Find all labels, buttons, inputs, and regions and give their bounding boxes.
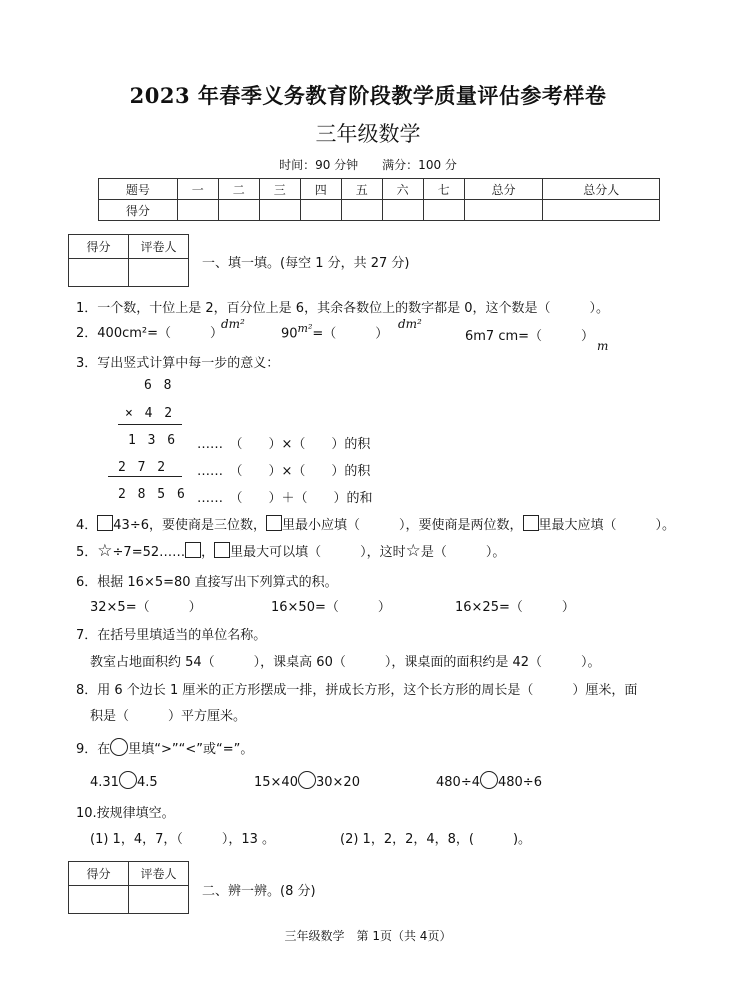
q5-part3: 里最大可以填（ ），这时 xyxy=(230,545,406,560)
q4-part1: 43÷6，要使商是三位数， xyxy=(113,518,266,533)
question-2a: 2．400cm²=（ ） xyxy=(76,326,223,341)
calc-line-1: 6 8 xyxy=(144,378,174,393)
grader-score-label: 得分 xyxy=(69,862,129,886)
score-entry-cell[interactable] xyxy=(543,200,660,221)
blank-box-icon xyxy=(97,515,113,531)
q10-a: (1) 1，4，7，（ ），13 。 xyxy=(90,832,276,847)
star-icon: ☆ xyxy=(405,541,421,561)
star-icon: ☆ xyxy=(97,541,113,561)
q4-part3: 里最大应填（ ）。 xyxy=(538,518,676,533)
grader-name-entry[interactable] xyxy=(129,259,189,287)
calc-desc-3: …… （ ）×（ ）的积 xyxy=(197,437,371,452)
score-table xyxy=(98,178,660,221)
calc-rule-1 xyxy=(118,424,182,425)
section1-title: 一、填一填。(每空 1 分，共 27 分) xyxy=(202,256,410,271)
blank-box-icon xyxy=(523,515,539,531)
calc-line-4: 2 7 2 xyxy=(118,460,168,475)
score-cell: 四 xyxy=(300,179,341,200)
question-8-line-2: 积是（ ）平方厘米。 xyxy=(90,709,247,724)
calc-line-3: 1 3 6 xyxy=(128,433,178,448)
question-2b-unit: dm² xyxy=(398,317,422,331)
score-cell: 六 xyxy=(382,179,423,200)
calc-line-2: × 4 2 xyxy=(125,406,175,421)
page-subtitle: 三年级数学 xyxy=(315,122,421,146)
question-2b-num: 90 xyxy=(281,326,298,342)
blank-circle-icon[interactable] xyxy=(480,771,498,789)
score-cell: 七 xyxy=(423,179,464,200)
grader-box-section1 xyxy=(68,234,189,287)
score-cell: 五 xyxy=(341,179,382,200)
q9-part2: 里填“>”“<”或“=”。 xyxy=(128,742,254,757)
blank-circle-icon xyxy=(110,738,128,756)
question-1: 1．一个数，十位上是 2，百分位上是 6，其余各数位上的数字都是 0，这个数是（ ）。 xyxy=(76,301,609,316)
question-6: 6．根据 16×5=80 直接写出下列算式的积。 xyxy=(76,575,338,590)
calc-desc-4: …… （ ）×（ ）的积 xyxy=(197,464,371,479)
score-entry-cell[interactable] xyxy=(177,200,218,221)
question-2b-sup: m² xyxy=(297,322,313,335)
score-row-label: 得分 xyxy=(99,200,178,221)
blank-box-icon xyxy=(185,542,201,558)
question-10: 10.按规律填空。 xyxy=(76,806,175,821)
q5-part1: ÷7=52…… xyxy=(112,545,186,560)
q9-c-left: 480÷4 xyxy=(436,775,480,790)
score-entry-cell[interactable] xyxy=(382,200,423,221)
blank-box-icon xyxy=(214,542,230,558)
q4-num: 4． xyxy=(76,518,98,533)
score-cell: 二 xyxy=(218,179,259,200)
score-table-score-row xyxy=(99,200,660,221)
question-9 xyxy=(76,738,253,757)
question-2c-unit: m xyxy=(597,339,609,353)
grader-score-entry[interactable] xyxy=(69,886,129,914)
q9-c-right: 480÷6 xyxy=(497,775,542,790)
blank-box-icon xyxy=(266,515,282,531)
q10-b: (2) 1，2，2，4，8，( )。 xyxy=(340,832,532,847)
q6-b: 16×50=（ ） xyxy=(271,600,391,615)
q9-a-right: 4.5 xyxy=(136,775,158,790)
q5-part2: ， xyxy=(201,545,215,560)
score-entry-cell[interactable] xyxy=(218,200,259,221)
grader-score-entry[interactable] xyxy=(69,259,129,287)
blank-circle-icon[interactable] xyxy=(298,771,316,789)
question-2b-rest: =（ ） xyxy=(312,326,389,342)
q9-part1: 9．在 xyxy=(76,742,111,757)
page-footer: 三年级数学 第 1页（共 4页） xyxy=(284,929,452,943)
score-cell: 总分人 xyxy=(543,179,660,200)
grader-score-label: 得分 xyxy=(69,235,129,259)
score-entry-cell[interactable] xyxy=(423,200,464,221)
q9-a-left: 4.31 xyxy=(90,775,119,790)
score-entry-cell[interactable] xyxy=(300,200,341,221)
score-table-header-row xyxy=(99,179,660,200)
blank-circle-icon[interactable] xyxy=(119,771,137,789)
question-8-line-1: 8．用 6 个边长 1 厘米的正方形摆成一排，拼成长方形，这个长方形的周长是（ ）厘米，面 xyxy=(76,683,638,698)
grader-box-section2 xyxy=(68,861,189,914)
q9-a xyxy=(90,771,158,790)
grader-name-label: 评卷人 xyxy=(129,235,189,259)
q5-part4: 是（ ）。 xyxy=(420,545,506,560)
question-2c: 6m7 cm=（ ） xyxy=(465,329,595,344)
page-title: 2023 年春季义务教育阶段教学质量评估参考样卷 xyxy=(129,83,607,108)
grader-name-entry[interactable] xyxy=(129,886,189,914)
question-4 xyxy=(76,514,675,533)
question-2a-unit: dm² xyxy=(221,317,245,331)
question-2b xyxy=(281,322,388,341)
score-entry-cell[interactable] xyxy=(464,200,543,221)
q9-b-right: 30×20 xyxy=(315,775,360,790)
score-entry-cell[interactable] xyxy=(259,200,300,221)
calc-line-5: 2 8 5 6 xyxy=(118,487,187,502)
calc-rule-2 xyxy=(108,476,182,477)
question-7: 7．在括号里填适当的单位名称。 xyxy=(76,628,267,643)
score-entry-cell[interactable] xyxy=(341,200,382,221)
q7-line: 教室占地面积约 54（ ），课桌高 60（ ），课桌面的面积约是 42（ ）。 xyxy=(90,655,601,670)
question-3: 3．写出竖式计算中每一步的意义： xyxy=(76,356,280,371)
score-cell: 题号 xyxy=(99,179,178,200)
q9-b-left: 15×40 xyxy=(254,775,298,790)
calc-desc-5: …… （ ）＋（ ）的和 xyxy=(197,491,373,506)
score-cell: 三 xyxy=(259,179,300,200)
q5-num: 5． xyxy=(76,545,98,560)
q6-c: 16×25=（ ） xyxy=(455,600,575,615)
section2-title: 二、辨一辨。(8 分) xyxy=(202,884,316,899)
score-cell: 总分 xyxy=(464,179,543,200)
grader-name-label: 评卷人 xyxy=(129,862,189,886)
score-cell: 一 xyxy=(177,179,218,200)
exam-meta: 时间：90 分钟 满分：100 分 xyxy=(279,158,457,172)
q9-c xyxy=(436,771,542,790)
q9-b xyxy=(254,771,360,790)
question-5 xyxy=(76,541,505,561)
q4-part2: 里最小应填（ ），要使商是两位数， xyxy=(282,518,523,533)
q6-a: 32×5=（ ） xyxy=(90,600,202,615)
